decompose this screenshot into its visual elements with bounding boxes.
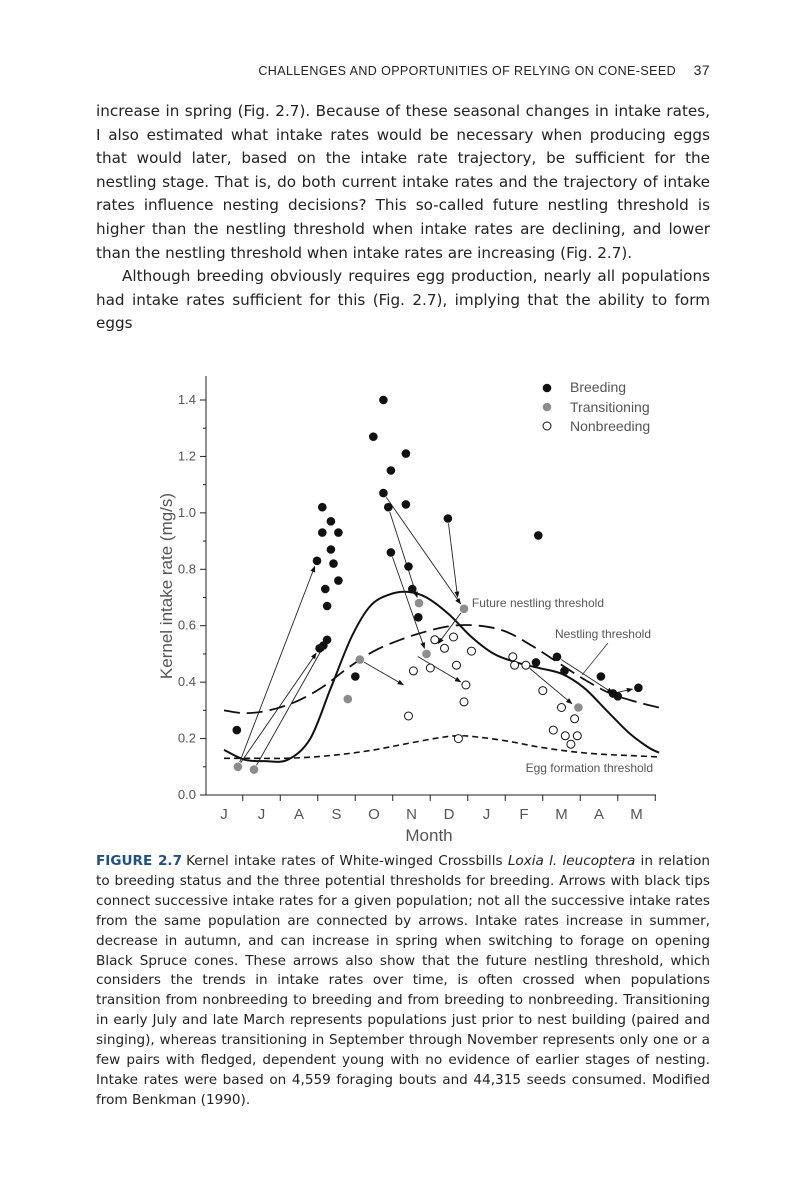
x-tick-label: M — [630, 806, 643, 823]
y-tick-label: 1.0 — [177, 504, 196, 520]
page-number: 37 — [693, 62, 710, 78]
axis-labels — [157, 493, 653, 845]
point-breeding — [408, 585, 417, 594]
trajectory-arrow — [618, 689, 633, 692]
running-head — [96, 62, 710, 82]
x-tick-label: A — [593, 806, 605, 823]
point-breeding — [321, 585, 330, 594]
point-breeding — [560, 667, 569, 676]
point-transitioning — [415, 599, 424, 608]
point-nonbreeding — [522, 661, 530, 669]
x-axis-label: Month — [405, 826, 453, 845]
data-points — [233, 396, 643, 774]
threshold-curve-future-nestling — [224, 592, 659, 762]
point-nonbreeding — [426, 664, 434, 672]
point-breeding — [379, 396, 388, 405]
body-text — [96, 100, 710, 336]
point-transitioning — [574, 703, 583, 712]
point-breeding — [402, 449, 411, 458]
point-nonbreeding — [567, 740, 575, 748]
point-transitioning — [422, 650, 431, 659]
point-breeding — [387, 466, 396, 475]
point-breeding — [351, 672, 360, 681]
point-breeding — [384, 503, 393, 512]
y-tick-label: 0.8 — [177, 561, 196, 577]
point-breeding — [327, 545, 336, 554]
point-transitioning — [234, 763, 243, 772]
x-tick-label: J — [482, 806, 491, 823]
scatter-chart — [150, 368, 670, 848]
x-tick-label: M — [555, 806, 568, 823]
point-breeding — [318, 503, 327, 512]
trajectory-arrow — [257, 645, 325, 765]
nestling-label-leader — [582, 643, 608, 675]
point-nonbreeding — [409, 667, 417, 675]
x-tick-label: D — [443, 806, 455, 823]
legend-label-nonbreeding: Nonbreeding — [570, 418, 651, 434]
trajectory-arrow — [240, 566, 315, 762]
point-breeding — [313, 557, 322, 566]
y-tick-label: 0.6 — [177, 617, 196, 633]
point-breeding — [402, 500, 411, 509]
point-nonbreeding — [453, 661, 461, 669]
point-nonbreeding — [462, 681, 470, 689]
legend-marker-breeding — [543, 384, 552, 393]
point-breeding — [327, 517, 336, 526]
point-nonbreeding — [450, 633, 458, 641]
legend — [543, 379, 650, 434]
point-nonbreeding — [405, 712, 413, 720]
threshold-lines — [224, 592, 659, 762]
point-nonbreeding — [558, 704, 566, 712]
x-tick-label: N — [406, 806, 417, 823]
point-breeding — [634, 684, 643, 693]
point-nonbreeding — [549, 726, 557, 734]
point-transitioning — [250, 765, 259, 774]
point-breeding — [334, 528, 343, 537]
point-breeding — [414, 613, 423, 622]
point-nonbreeding — [454, 735, 462, 743]
caption-text-rest: in relation to breeding status and the three potential thresholds for breeding. Arrows with black tips connect successive intake rates for a given population; not all the successive intake rates from the same population are connected by arrows. Intake rates increase in summer, decrease in autumn, and can increase in spring when switching to forage on opening Black Spruce cones. These arrows also show that the future nestling threshold, which considers the trends in intake rates over time, is often crossed when populations transition from nonbreeding to breeding and from breeding to nonbreeding. Transitioning in early July and late March represents populations just prior to nest building (paired and singing), whereas transitioning in September through November represents only one or a few pairs with fledged, dependent young with no evidence of earlier stages of nesting. Intake rates were based on 4,559 foraging bouts and 44,315 seeds consumed. Modified from Benkman (1990). — [96, 853, 710, 1108]
y-tick-label: 0.2 — [177, 730, 196, 746]
point-nonbreeding — [573, 732, 581, 740]
trajectory-arrow — [364, 662, 403, 685]
species-name: Loxia l. leucoptera — [507, 853, 636, 869]
y-axis-label: Kernel intake rate (mg/s) — [157, 492, 176, 680]
trajectory-arrow — [386, 497, 460, 604]
figure-2-7 — [150, 368, 670, 848]
point-breeding — [534, 531, 543, 540]
point-nonbreeding — [441, 644, 449, 652]
point-breeding — [614, 692, 623, 701]
point-breeding — [323, 636, 332, 645]
y-tick-label: 0.4 — [177, 674, 196, 690]
point-nonbreeding — [468, 647, 476, 655]
threshold-label-nestling: Nestling threshold — [554, 627, 651, 641]
threshold-label-future-nestling: Future nestling threshold — [471, 596, 604, 610]
trajectory-arrow — [449, 524, 458, 598]
point-breeding — [323, 602, 332, 611]
legend-label-breeding: Breeding — [570, 379, 627, 395]
threshold-curve-egg-formation — [224, 736, 659, 759]
point-breeding — [404, 562, 413, 571]
point-breeding — [444, 514, 453, 523]
x-tick-label: O — [368, 806, 380, 823]
running-head-title: CHALLENGES AND OPPORTUNITIES OF RELYING ON CONE-SEED — [258, 64, 676, 78]
point-breeding — [318, 528, 327, 537]
trajectory-arrow — [418, 657, 461, 682]
x-tick-label: F — [519, 806, 529, 823]
legend-marker-nonbreeding — [543, 422, 551, 430]
point-breeding — [233, 726, 242, 735]
point-breeding — [329, 559, 338, 568]
point-nonbreeding — [539, 687, 547, 695]
point-nonbreeding — [460, 698, 468, 706]
point-transitioning — [344, 695, 353, 704]
legend-label-transitioning: Transitioning — [570, 399, 650, 415]
legend-marker-transitioning — [543, 403, 552, 412]
figure-label: FIGURE 2.7 — [96, 853, 183, 869]
x-tick-label: S — [331, 806, 342, 823]
caption-text-start: Kernel intake rates of White-winged Crossbills — [186, 853, 508, 869]
point-nonbreeding — [561, 732, 569, 740]
point-nonbreeding — [509, 653, 517, 661]
point-breeding — [369, 432, 378, 441]
x-tick-label: J — [257, 806, 266, 823]
point-nonbreeding — [571, 715, 579, 723]
point-breeding — [553, 653, 562, 662]
point-breeding — [387, 548, 396, 557]
point-breeding — [532, 658, 541, 667]
point-transitioning — [460, 605, 469, 614]
y-tick-label: 1.2 — [177, 448, 196, 464]
point-nonbreeding — [431, 636, 439, 644]
point-breeding — [597, 672, 606, 681]
point-breeding — [379, 489, 388, 498]
threshold-label-egg-formation: Egg formation threshold — [525, 761, 653, 775]
caption-paragraph — [96, 852, 710, 1111]
x-tick-label: A — [293, 806, 305, 823]
point-nonbreeding — [511, 661, 519, 669]
body-paragraph-1: increase in spring (Fig. 2.7). Because of these seasonal changes in intake rates, I also estimated what intake rates would be necessary when producing eggs that would later, based on the intake rate trajectory, be sufficient for the nestling stage. That is, do both current intake rates and the trajectory of intake rates influence nesting decisions? This so-called future nestling threshold is higher than the nestling threshold when intake rates are declining, and lower than the nestling threshold when intake rates are increasing (Fig. 2.7). — [96, 102, 710, 262]
x-tick-label: J — [220, 806, 228, 823]
figure-caption — [96, 852, 710, 1111]
y-tick-label: 0.0 — [177, 787, 196, 802]
y-tick-label: 1.4 — [177, 392, 196, 408]
point-transitioning — [356, 655, 365, 664]
body-paragraph-2: Although breeding obviously requires egg production, nearly all populations had intake rates sufficient for this (Fig. 2.7), implying that the ability to form eggs — [96, 267, 710, 333]
point-breeding — [334, 576, 343, 585]
